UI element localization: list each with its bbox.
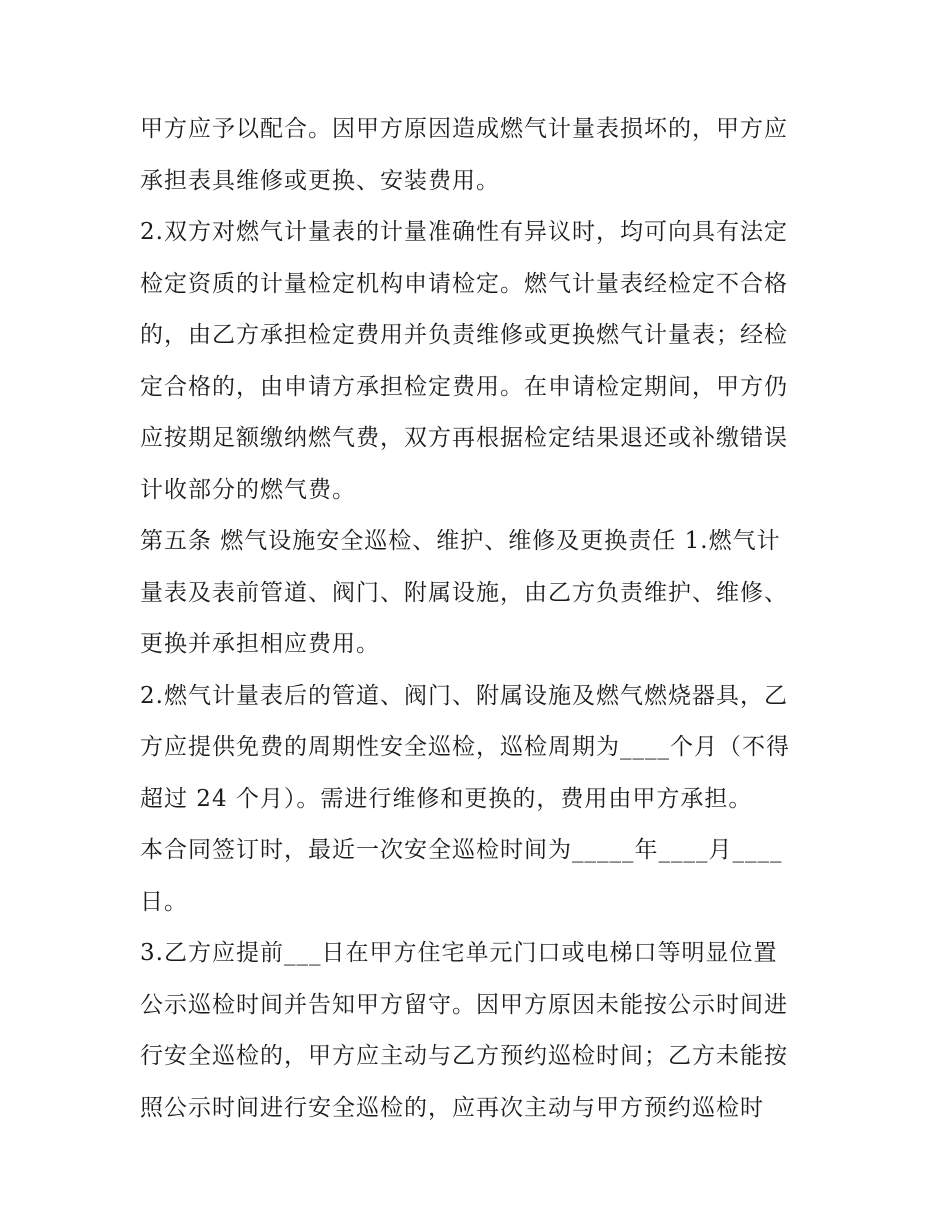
text-line: 3.乙方应提前___日在甲方住宅单元门口或电梯口等明显位置 xyxy=(140,940,778,966)
text-line: 公示巡检时间并告知甲方留守。因甲方原因未能按公示时间进 xyxy=(140,991,788,1018)
text-line: 更换并承担相应费用。 xyxy=(140,631,380,657)
article-heading-line: 第五条 燃气设施安全巡检、维护、维修及更换责任 1.燃气计 xyxy=(140,528,781,554)
document-page xyxy=(140,104,820,1134)
text-line: 甲方应予以配合。因甲方原因造成燃气计量表损坏的，甲方应 xyxy=(140,116,788,142)
text-line: 2.双方对燃气计量表的计量准确性有异议时，均可向具有法定 xyxy=(140,219,788,245)
text-line: 2.燃气计量表后的管道、阀门、附属设施及燃气燃烧器具，乙 xyxy=(140,682,788,709)
text-line: 检定资质的计量检定机构申请检定。燃气计量表经检定不合格 xyxy=(140,270,788,297)
text-line: 照公示时间进行安全巡检的，应再次主动与甲方预约巡检时 xyxy=(140,1094,764,1121)
text-line: 日。 xyxy=(140,888,188,915)
text-line: 量表及表前管道、阀门、附属设施，由乙方负责维护、维修、 xyxy=(140,579,788,606)
text-line: 本合同签订时，最近一次安全巡检时间为_____年____月____ xyxy=(140,837,783,863)
text-line: 超过 24 个月）。需进行维修和更换的，费用由甲方承担。 xyxy=(140,785,753,812)
text-line: 的，由乙方承担检定费用并负责维修或更换燃气计量表；经检 xyxy=(140,322,788,348)
text-line: 计收部分的燃气费。 xyxy=(140,476,356,503)
text-line: 行安全巡检的，甲方应主动与乙方预约巡检时间；乙方未能按 xyxy=(140,1043,788,1069)
text-line: 应按期足额缴纳燃气费，双方再根据检定结果退还或补缴错误 xyxy=(140,425,788,451)
text-line: 方应提供免费的周期性安全巡检，巡检周期为____个月（不得 xyxy=(140,734,790,760)
text-line: 承担表具维修或更换、安装费用。 xyxy=(140,167,500,194)
text-line: 定合格的，由申请方承担检定费用。在申请检定期间，甲方仍 xyxy=(140,373,788,400)
